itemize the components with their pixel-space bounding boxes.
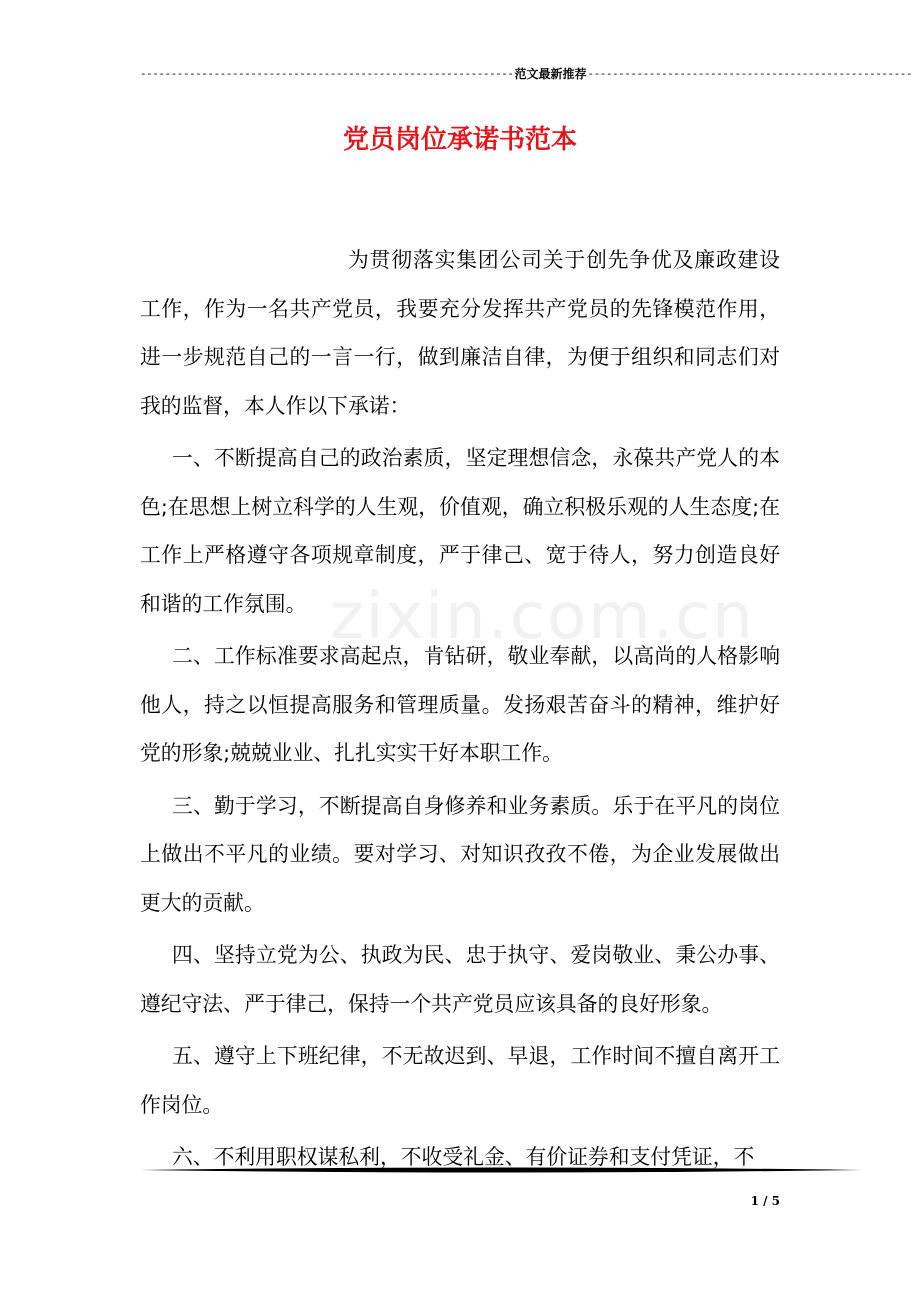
watermark: zixin.com.cn xyxy=(330,580,755,654)
intro-paragraph: 为贯彻落实集团公司关于创先争优及廉政建设工作，作为一名共产党员，我要充分发挥共产党员的先锋模范作用，进一步规范自己的一言一行，做到廉洁自律，为便于组织和同志们对我的监督，本人作以下承诺： xyxy=(140,248,780,418)
commitment-item-1: 一、不断提高自己的政治素质，坚定理想信念，永葆共产党人的本色;在思想上树立科学的人生观，价值观，确立积极乐观的人生态度;在工作上严格遵守各项规章制度，严于律己、宽于待人，努力创造良好和谐的工作氛围。 xyxy=(140,446,780,616)
commitment-item-4: 四、坚持立党为公、执政为民、忠于执守、爱岗敬业、秉公办事、遵纪守法、严于律己，保持一个共产党员应该具备的良好形象。 xyxy=(140,943,780,1016)
commitment-item-6: 六、不利用职权谋私利，不收受礼金、有价证券和支付凭证，不 xyxy=(172,1145,755,1169)
page-number: 1 / 5 xyxy=(750,1194,780,1208)
header-label: 范文最新推荐 xyxy=(514,67,587,81)
commitment-item-3: 三、勤于学习，不断提高自身修养和业务素质。乐于在平凡的岗位上做出不平凡的业绩。要对学习、对知识孜孜不倦，为企业发展做出更大的贡献。 xyxy=(140,793,780,915)
header-left-dashes: ------------------------------------------------------------- xyxy=(140,67,514,80)
document-body xyxy=(140,236,780,1182)
commitment-item-2: 二、工作标准要求高起点，肯钻研，敬业奉献，以高尚的人格影响他人，持之以恒提高服务和管理质量。发扬艰苦奋斗的精神，维护好党的形象;兢兢业业、扎扎实实干好本职工作。 xyxy=(140,644,780,765)
commitment-item-5: 五、遵守上下班纪律，不无故迟到、早退，工作时间不擅自离开工作岗位。 xyxy=(140,1044,780,1117)
document-title: 党员岗位承诺书范本 xyxy=(342,125,577,155)
header-right-dashes: ----------------------------------------------------- xyxy=(587,67,912,80)
page-header xyxy=(140,66,912,82)
